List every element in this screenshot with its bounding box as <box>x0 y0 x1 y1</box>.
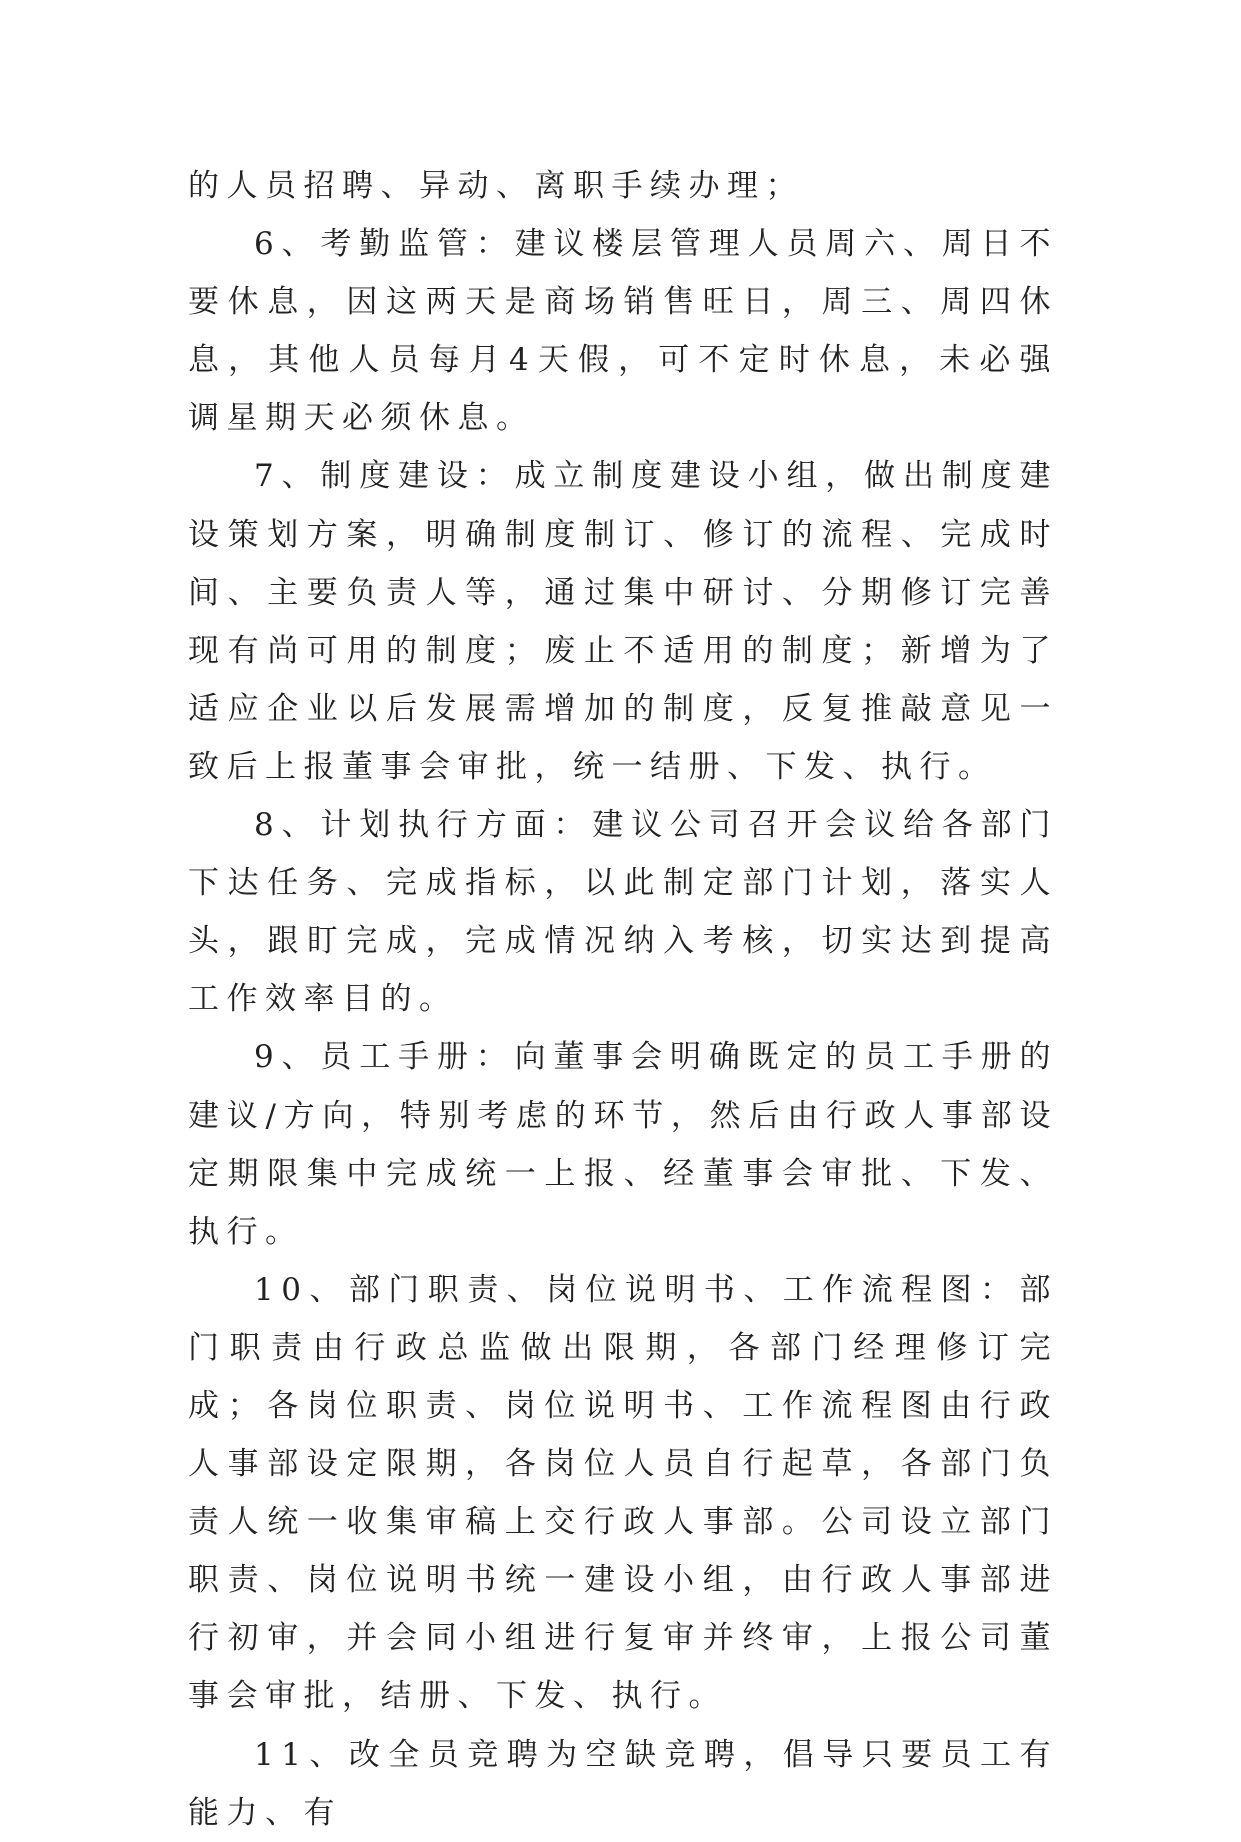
paragraph-4: 8、计划执行方面：建议公司召开会议给各部门下达任务、完成指标，以此制定部门计划，落实人头，跟盯完成，完成情况纳入考核，切实达到提高工作效率目的。 <box>188 807 1058 1018</box>
document-body <box>188 157 1058 1842</box>
paragraph-6: 10、部门职责、岗位说明书、工作流程图：部门职责由行政总监做出限期，各部门经理修订完成；各岗位职责、岗位说明书、工作流程图由行政人事部设定限期，各岗位人员自行起草，各部门负责人统一收集审稿上交行政人事部。公司设立部门职责、岗位说明书统一建设小组，由行政人事部进行初审，并会同小组进行复审并终审，上报公司董事会审批，结册、下发、执行。 <box>188 1271 1058 1715</box>
paragraph-3: 7、制度建设：成立制度建设小组，做出制度建设策划方案，明确制度制订、修订的流程、完成时间、主要负责人等，通过集中研讨、分期修订完善现有尚可用的制度；废止不适用的制度；新增为了适应企业以后发展需增加的制度，反复推敲意见一致后上报董事会审批，统一结册、下发、执行。 <box>188 458 1058 785</box>
paragraph-2: 6、考勤监管：建议楼层管理人员周六、周日不要休息，因这两天是商场销售旺日，周三、周四休息，其他人员每月4天假，可不定时休息，未必强调星期天必须休息。 <box>188 226 1058 437</box>
paragraph-5: 9、员工手册：向董事会明确既定的员工手册的建议/方向，特别考虑的环节，然后由行政人事部设定期限集中完成统一上报、经董事会审批、下发、执行。 <box>188 1039 1058 1250</box>
paragraph-7: 11、改全员竞聘为空缺竞聘，倡导只要员工有能力、有 <box>188 1736 1058 1831</box>
paragraph-1: 的人员招聘、异动、离职手续办理； <box>188 168 804 204</box>
